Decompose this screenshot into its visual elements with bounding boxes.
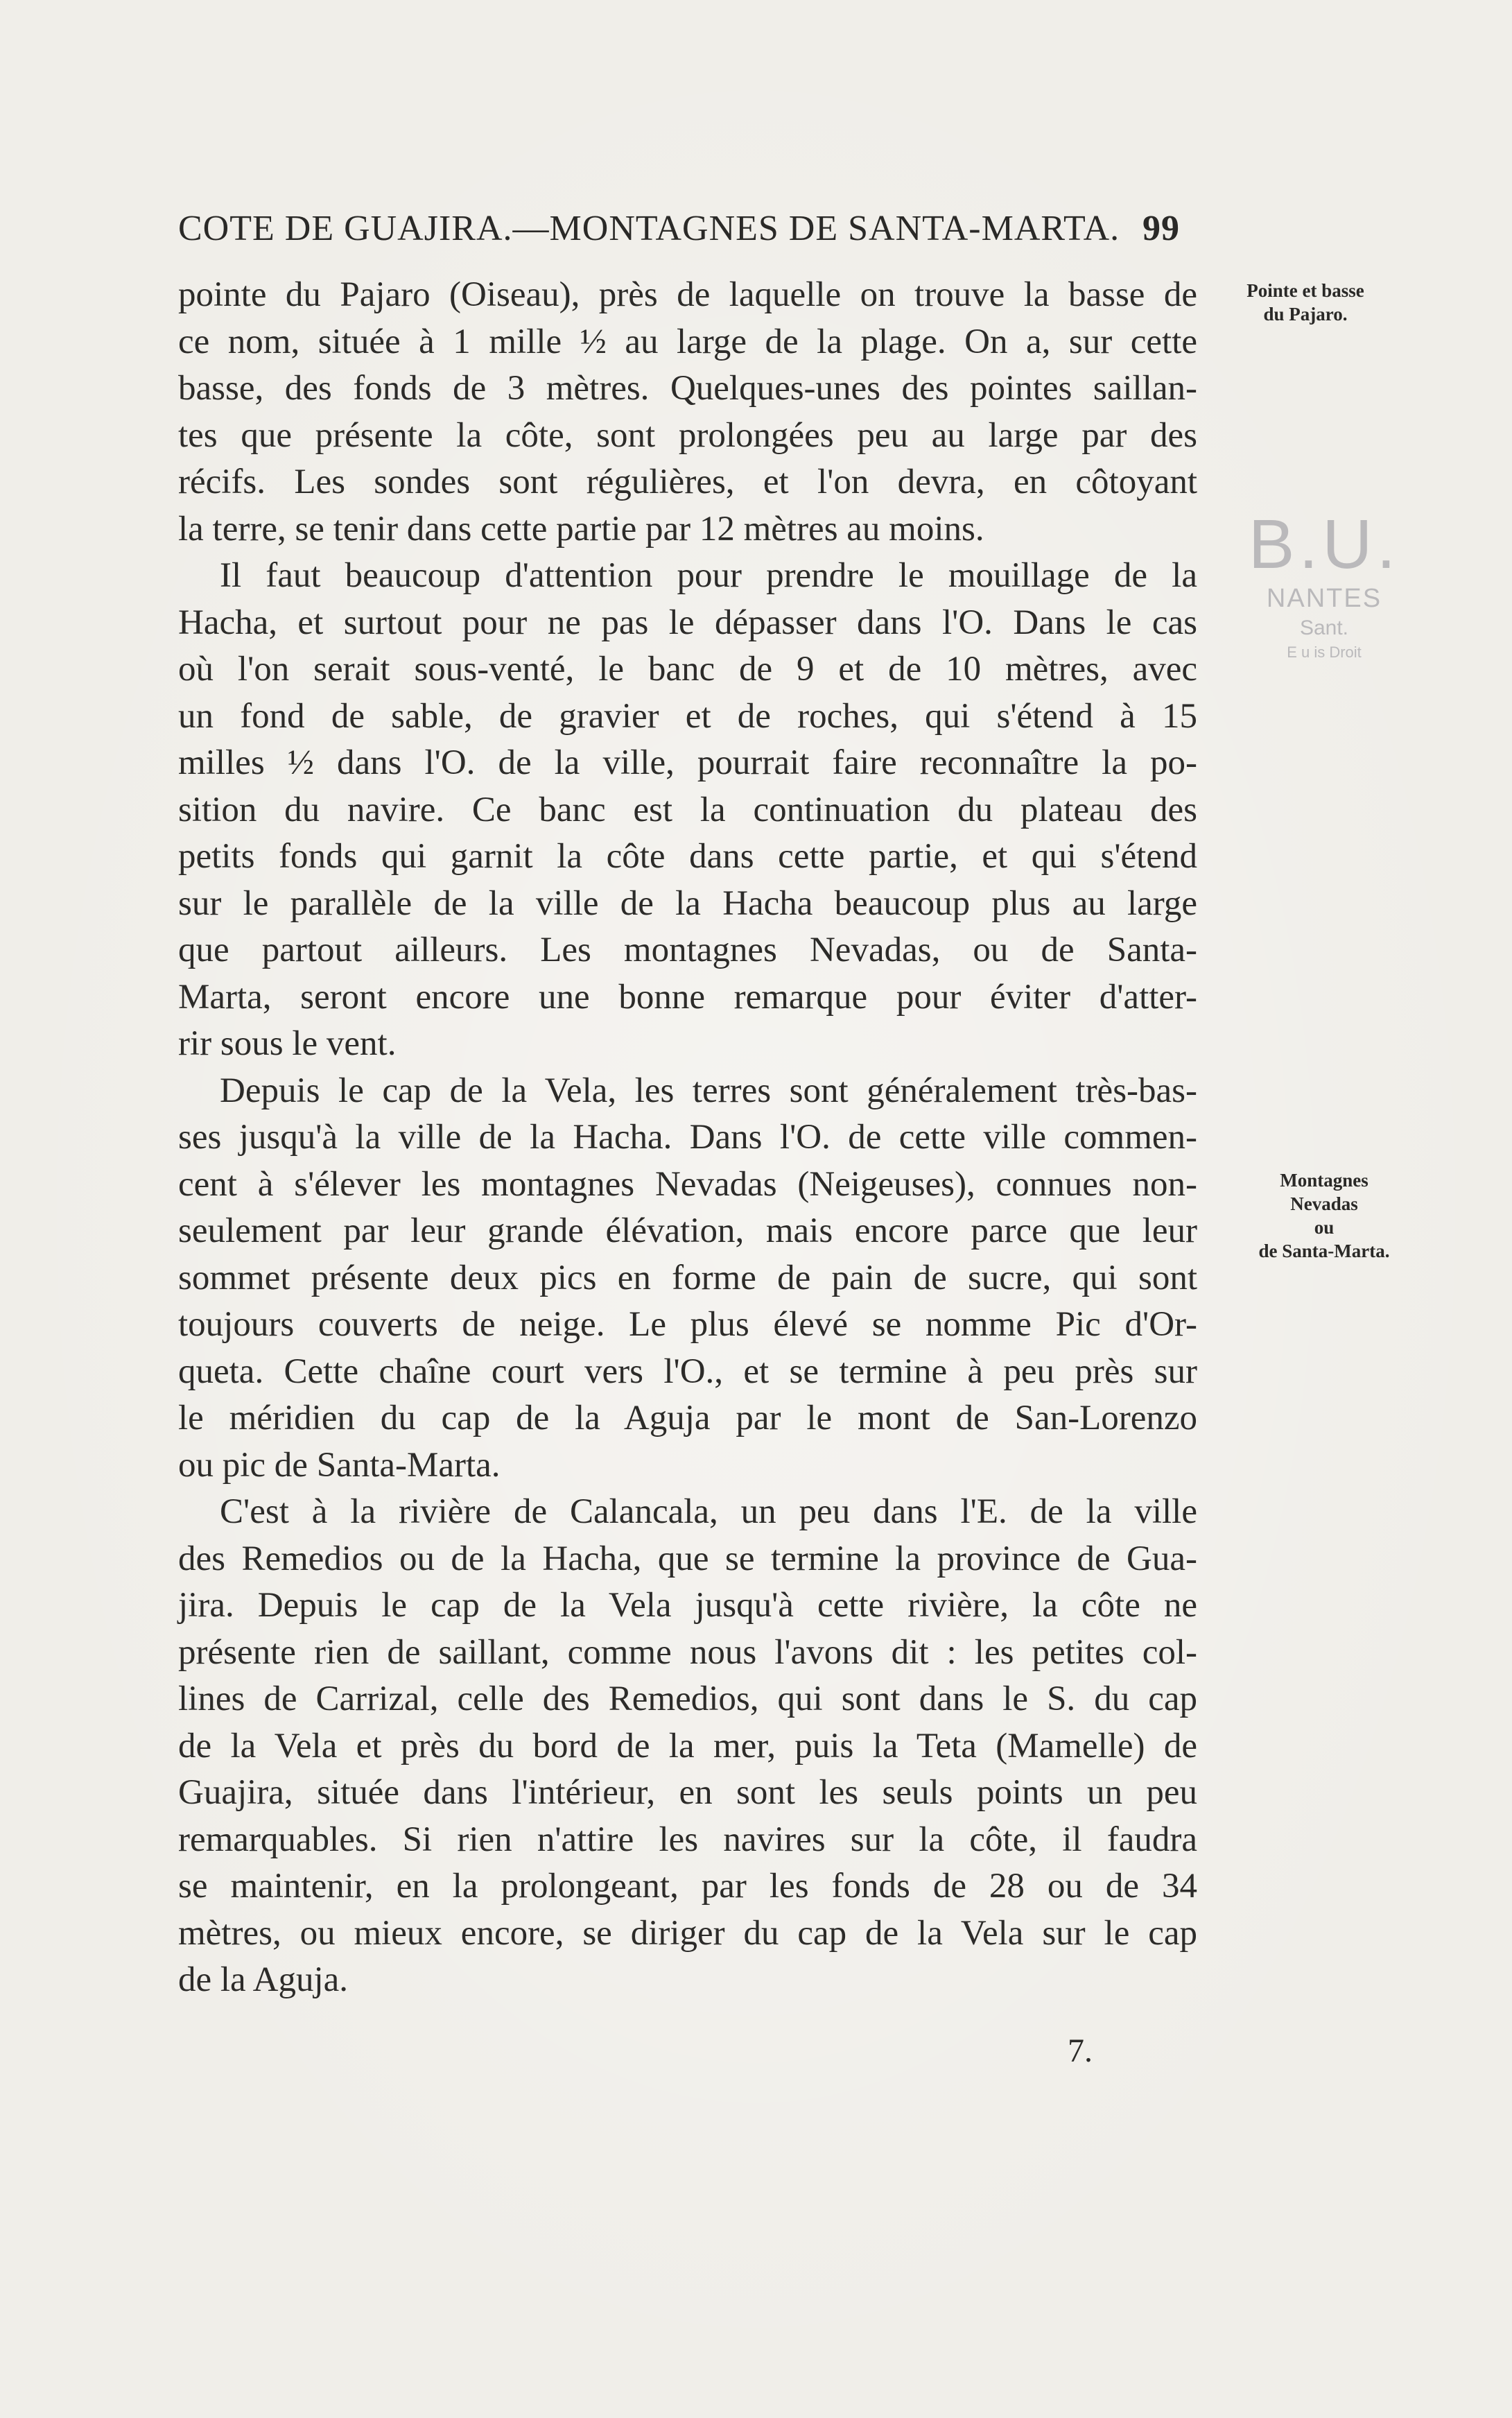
text-line: basse, des fonds de 3 mètres. Quelques-unes des pointes saillan- [178,369,1197,408]
paragraph-1 [178,272,1197,553]
header-title: COTE DE GUAJIRA.—MONTAGNES DE SANTA-MARTA. [178,209,1120,248]
text-line: sur le parallèle de la ville de la Hacha beaucoup plus au large [178,883,1197,923]
text-line: récifs. Les sondes sont régulières, et l'on devra, en côtoyant [178,463,1197,501]
body-text [178,272,1197,2004]
text-line: Depuis le cap de la Vela, les terres sont généralement très-bas- [220,1071,1197,1110]
text-line: de la Vela et près du bord de la mer, puis la Teta (Mamelle) de [178,1726,1197,1765]
text-line: Guajira, située dans l'intérieur, en sont les seuls points un peu [178,1773,1197,1812]
text-line: présente rien de saillant, comme nous l'avons dit : les petites col- [178,1632,1197,1672]
text-line: toujours couverts de neige. Le plus élevé se nomme Pic d'Or- [178,1305,1197,1344]
stamp-line: Sant. [1299,616,1349,639]
margin-note-line: Nevadas [1290,1193,1358,1214]
stamp-line: E u is Droit [1287,644,1362,661]
margin-note-line: du Pajaro. [1263,304,1348,325]
text-line: mètres, ou mieux encore, se diriger du cap de la Vela sur le cap [178,1913,1197,1953]
signature-mark: 7. [1068,2032,1093,2069]
text-line: pointe du Pajaro (Oiseau), près de laquelle on trouve la basse de [178,275,1197,314]
stamp-line: B.U. [1248,506,1400,583]
running-header [178,208,1180,249]
paragraph-3 [178,1068,1197,1489]
text-line: milles ½ dans l'O. de la ville, pourrait faire reconnaître la po- [178,743,1197,782]
text-line: queta. Cette chaîne court vers l'O., et se termine à peu près sur [178,1352,1197,1391]
text-line: ou pic de Santa-Marta. [178,1445,501,1485]
text-line: se maintenir, en la prolongeant, par les fonds de 28 ou de 34 [178,1867,1197,1906]
stamp-line: NANTES [1266,584,1382,613]
text-line: ses jusqu'à la ville de la Hacha. Dans l'O. de cette ville commen- [178,1118,1197,1157]
page-number: 99 [1142,209,1180,248]
text-line: lines de Carrizal, celle des Remedios, qui sont dans le S. du cap [178,1679,1197,1718]
text-line: la terre, se tenir dans cette partie par 12 mètres au moins. [178,509,984,549]
margin-note-line: ou [1314,1217,1335,1238]
text-line: C'est à la rivière de Calancala, un peu dans l'E. de la ville [220,1492,1197,1531]
text-line: Marta, seront encore une bonne remarque pour éviter d'atter- [178,977,1197,1017]
text-line: petits fonds qui garnit la côte dans cette partie, et qui s'étend [178,837,1197,876]
margin-note-line: de Santa-Marta. [1258,1241,1390,1261]
text-line: ce nom, située à 1 mille ½ au large de la plage. On a, sur cette [178,322,1197,361]
margin-note-line: Pointe et basse [1246,280,1364,301]
margin-note-pointe-pajaro [1212,279,1399,326]
margin-note-line: Montagnes [1280,1170,1368,1191]
text-line: sommet présente deux pics en forme de pain de sucre, qui sont [178,1258,1197,1297]
text-line: Hacha, et surtout pour ne pas le dépasser dans l'O. Dans le cas [178,603,1197,642]
text-line: de la Aguja. [178,1960,349,1999]
text-line: un fond de sable, de gravier et de roches, qui s'étend à 15 [178,696,1197,736]
text-line: Il faut beaucoup d'attention pour prendre le mouillage de la [220,556,1197,595]
text-line: seulement par leur grande élévation, mais encore parce que leur [178,1211,1197,1250]
text-line: où l'on serait sous-venté, le banc de 9 et de 10 mètres, avec [178,650,1197,689]
text-line: rir sous le vent. [178,1024,397,1063]
text-line: des Remedios ou de la Hacha, que se termine la province de Gua- [178,1539,1197,1578]
text-line: remarquables. Si rien n'attire les navires sur la côte, il faudra [178,1820,1197,1859]
text-line: jira. Depuis le cap de la Vela jusqu'à cette rivière, la côte ne [178,1586,1197,1625]
library-stamp [1234,506,1414,663]
text-line: que partout ailleurs. Les montagnes Nevadas, ou de Santa- [178,931,1197,969]
text-line: tes que présente la côte, sont prolongées peu au large par des [178,415,1197,455]
text-line: cent à s'élever les montagnes Nevadas (Neigeuses), connues non- [178,1164,1197,1204]
margin-note-montagnes-nevadas [1231,1168,1418,1263]
paragraph-4 [178,1489,1197,2004]
text-line: sition du navire. Ce banc est la continuation du plateau des [178,790,1197,829]
paragraph-2 [178,553,1197,1068]
text-line: le méridien du cap de la Aguja par le mont de San-Lorenzo [178,1399,1197,1437]
